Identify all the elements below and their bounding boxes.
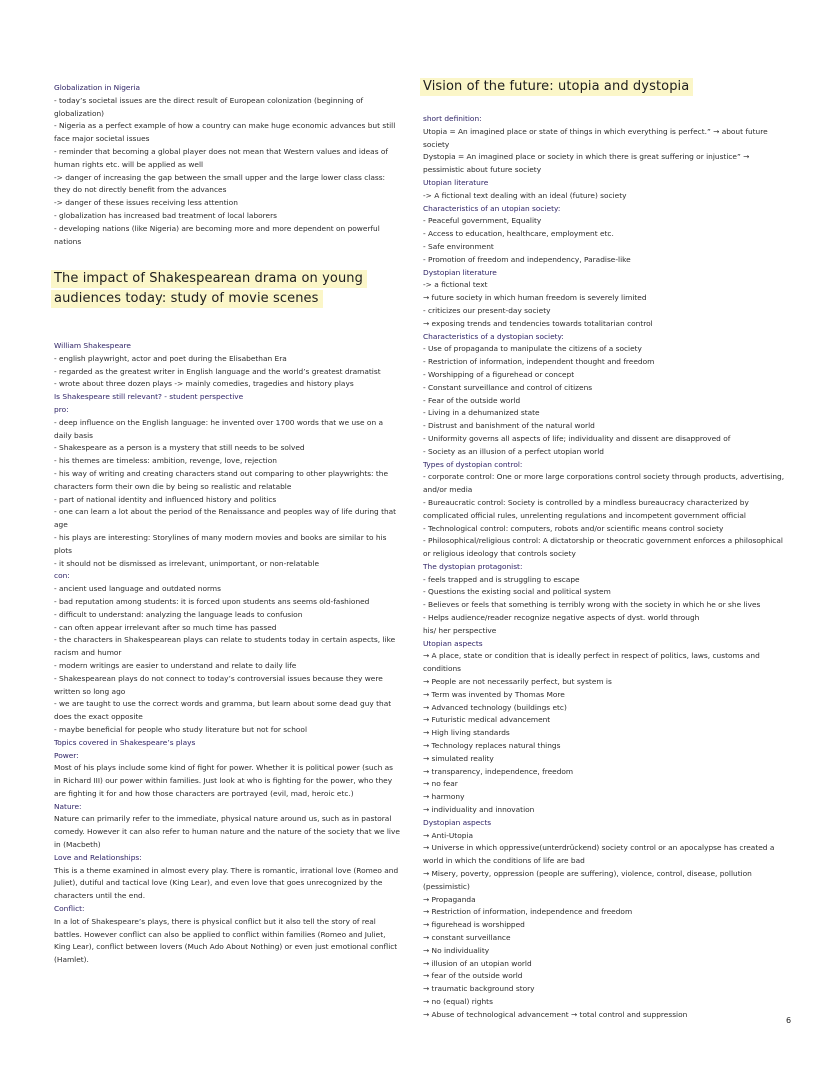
notes-line: → People are not necessarily perfect, but system is [423, 677, 612, 687]
globalization-line: -> danger of increasing the gap between the small upper and the large lower class class: they do not directly benefit from the advances [54, 172, 386, 195]
notes-line: - Believes or feels that something is terribly wrong with the society in which he or she lives [423, 600, 761, 610]
globalization-line: -> danger of these issues receiving less attention [54, 198, 238, 208]
notes-line: - Promotion of freedom and independency, Paradise-like [423, 254, 631, 264]
con-label: con: [54, 571, 70, 581]
notes-line: - Technological control: computers, robots and/or scientific means control society [423, 523, 724, 533]
con-item: - the characters in Shakespearean plays can relate to students today in certain aspects, like racism and humor [54, 635, 396, 658]
notes-line: → constant surveillance [423, 933, 511, 942]
con-item: - Shakespearean plays do not connect to today’s controversial issues because they were written so long ago [54, 673, 383, 696]
notes-subheading: Dystopian aspects [423, 817, 492, 827]
topic-text: Most of his plays include some kind of fight for power. Whether it is political power (such as in Richard III) our power within families. Just look at who is fighting for the power, who they are fighting it for and how those characters are portrayed (evil, mad, heroic etc.) [54, 763, 393, 798]
notes-line: - Living in a dehumanized state [423, 408, 540, 418]
notes-line: → individuality and innovation [423, 805, 535, 815]
pro-item: - his plays are interesting: Storylines of many modern movies and books are similar to his plots [54, 532, 387, 555]
notes-line: → Technology replaces natural things [423, 741, 561, 751]
globalization-heading: Globalization in Nigeria [54, 83, 141, 92]
relevance-heading: Is Shakespeare still relevant? - student perspective [54, 392, 244, 402]
notes-subheading: Characteristics of a dystopian society: [423, 331, 564, 341]
notes-line: → Misery, poverty, oppression (people are suffering), violence, control, disease, pollution (pessimistic) [423, 869, 752, 891]
notes-line: → figurehead is worshipped [423, 920, 525, 930]
notes-line: - Peaceful government, Equality [423, 216, 542, 226]
notes-line: - Restriction of information, independent thought and freedom [423, 357, 655, 367]
notes-subheading: short definition: [423, 114, 482, 123]
notes-line: → A place, state or condition that is ideally perfect in respect of politics, laws, customs and conditions [423, 651, 760, 674]
pro-item: - one can learn a lot about the period of the Renaissance and peoples way of life during that age [54, 507, 397, 530]
pro-item: - part of national identity and influenced history and politics [54, 494, 277, 504]
con-item: - modern writings are easier to understand and relate to daily life [54, 660, 297, 670]
globalization-section [54, 82, 402, 248]
notes-subheading: The dystopian protagonist: [423, 561, 523, 571]
notes-line: - criticizes our present-day society [423, 305, 551, 315]
shakespeare-heading: William Shakespeare [54, 341, 131, 350]
notes-line: - Society as an illusion of a perfect utopian world [423, 446, 604, 456]
notes-line: → Propaganda [423, 894, 476, 904]
shakespeare-section-title: The impact of Shakespearean drama on young audiences today: study of movie scenes [51, 269, 381, 309]
notes-line: → Term was invented by Thomas More [423, 689, 565, 699]
page-number: 6 [786, 1016, 792, 1025]
notes-line: → exposing trends and tendencies towards totalitarian control [423, 318, 653, 328]
topic-label: Conflict: [54, 904, 85, 914]
notes-line: → transparency, independence, freedom [423, 766, 574, 776]
shakespeare-intro-line: - regarded as the greatest writer in English language and the world’s greatest dramatist [54, 366, 381, 376]
notes-line: → Anti-Utopia [423, 830, 474, 840]
con-item: - maybe beneficial for people who study literature but not for school [54, 724, 307, 734]
notes-line: - Bureaucratic control: Society is controlled by a mindless bureaucracy characterized by complicated official rules, unrelenting regulations and incompetent government official [423, 497, 749, 520]
globalization-line: - developing nations (like Nigeria) are becoming more and more dependent on powerful nations [54, 223, 380, 246]
notes-line: → illusion of an utopian world [423, 958, 532, 968]
notes-line: - corporate control: One or more large corporations control society through products, advertising, and/or media [423, 472, 785, 495]
pro-item: - his themes are timeless: ambition, revenge, love, rejection [54, 456, 277, 466]
utopia-dystopia-notes [423, 113, 787, 1022]
notes-line: - Fear of the outside world [423, 395, 521, 405]
globalization-line: - today’s societal issues are the direct result of European colonization (beginning of globalization) [54, 95, 364, 118]
con-item: - we are taught to use the correct words and gramma, but learn about some dead guy that does the exact opposite [54, 699, 392, 722]
notes-line: → no fear [423, 779, 458, 789]
shakespeare-intro-line: - wrote about three dozen plays -> mainly comedies, tragedies and history plays [54, 379, 354, 389]
con-item: - can often appear irrelevant after so much time has passed [54, 622, 277, 632]
notes-line: - Questions the existing social and political system [423, 587, 611, 597]
topic-text: This is a theme examined in almost every play. There is romantic, irrational love (Romeo and Juliet), dutiful and tactical love (King Lear), and even love that goes unrecognized by the characters until the end. [54, 865, 399, 901]
notes-line: -> A fictional text dealing with an ideal (future) society [423, 190, 627, 200]
notes-line: → Abuse of technological advancement → total control and suppression [423, 1009, 688, 1019]
notes-line: - feels trapped and is struggling to escape [423, 574, 580, 584]
notes-line: - Distrust and banishment of the natural world [423, 421, 595, 431]
notes-subheading: Types of dystopian control: [423, 459, 523, 469]
notes-line: → traumatic background story [423, 984, 535, 994]
globalization-line: - Nigeria as a perfect example of how a country can make huge economic advances but still face major societal issues [54, 121, 396, 144]
notes-line: → future society in which human freedom is severely limited [423, 293, 647, 303]
notes-line: - Worshipping of a figurehead or concept [423, 369, 575, 379]
notes-line: - Uniformity governs all aspects of life; individuality and dissent are disapproved of [423, 433, 731, 443]
shakespeare-intro-line: - english playwright, actor and poet during the Elisabethan Era [54, 353, 287, 363]
notes-line: → Advanced technology (buildings etc) [423, 702, 567, 712]
notes-line: → Restriction of information, independence and freedom [423, 907, 633, 917]
topic-label: Nature: [54, 801, 82, 811]
pro-label: pro: [54, 404, 69, 414]
notes-line: his/ her perspective [423, 625, 497, 635]
notes-line: → Futuristic medical advancement [423, 715, 551, 725]
globalization-line: - globalization has increased bad treatment of local laborers [54, 210, 277, 220]
notes-line: Dystopia = An imagined place or society in which there is great suffering or injustice” → pessimistic about future society [423, 152, 750, 175]
notes-line: - Helps audience/reader recognize negative aspects of dyst. world through [423, 613, 700, 623]
notes-line: → no (equal) rights [423, 996, 493, 1006]
pro-item: - Shakespeare as a person is a mystery that still needs to be solved [54, 443, 305, 453]
con-item: - ancient used language and outdated norms [54, 584, 221, 594]
topic-label: Power: [54, 750, 79, 760]
notes-line: - Safe environment [423, 241, 494, 251]
pro-item: - deep influence on the English language: he invented over 1700 words that we use on a daily basis [54, 417, 384, 440]
notes-line: Utopia = An imagined place or state of things in which everything is perfect.” → about future society [423, 126, 768, 149]
pro-item: - it should not be dismissed as irrelevant, unimportant, or non-relatable [54, 558, 319, 568]
topic-label: Love and Relationships: [54, 852, 142, 862]
notes-line: → Universe in which oppressive(unterdrückend) society control or an apocalypse has created a world in which the conditions of life are bad [423, 843, 775, 866]
notes-subheading: Utopian literature [423, 177, 489, 187]
topic-text: Nature can primarily refer to the immediate, physical nature around us, such as in pastoral comedy. However it can also refer to human nature and the nature of the society that we live in (Macbeth) [54, 814, 400, 850]
notes-subheading: Utopian aspects [423, 638, 483, 648]
topic-text: In a lot of Shakespeare’s plays, there is physical conflict but it also tell the story of real battles. However conflict can also be applied to conflict within families (Romeo and Juliet, King Lear), conflict between lovers (Much Ado About Nothing) or even just emotional conflict (Hamlet). [54, 916, 398, 965]
con-item: - difficult to understand: analyzing the language leads to confusion [54, 609, 303, 619]
notes-line: - Philosophical/religious control: A dictatorship or theocratic government enforces a philosophical or religious ideology that controls society [423, 536, 783, 559]
notes-line: → fear of the outside world [423, 971, 523, 981]
topics-heading: Topics covered in Shakespeare’s plays [54, 737, 196, 747]
con-item: - bad reputation among students: it is forced upon students ans seems old-fashioned [54, 596, 370, 606]
notes-line: -> a fictional text [423, 280, 488, 290]
notes-line: - Constant surveillance and control of citizens [423, 382, 593, 392]
utopia-section-title: Vision of the future: utopia and dystopia [420, 77, 720, 97]
notes-subheading: Dystopian literature [423, 267, 497, 277]
notes-line: → No individuality [423, 945, 490, 955]
notes-subheading: Characteristics of an utopian society: [423, 203, 561, 213]
notes-line: - Access to education, healthcare, employment etc. [423, 229, 614, 239]
globalization-line: - reminder that becoming a global player does not mean that Western values and ideas of human rights etc. will be applied as well [54, 146, 389, 169]
notes-line: - Use of propaganda to manipulate the citizens of a society [423, 344, 642, 354]
pro-item: - his way of writing and creating characters stand out comparing to other playwrights: the characters form their own die by being so realistic and relatable [54, 468, 389, 491]
notes-line: → simulated reality [423, 753, 494, 763]
notes-line: → harmony [423, 792, 465, 802]
shakespeare-section [54, 340, 402, 967]
notes-line: → High living standards [423, 728, 510, 738]
